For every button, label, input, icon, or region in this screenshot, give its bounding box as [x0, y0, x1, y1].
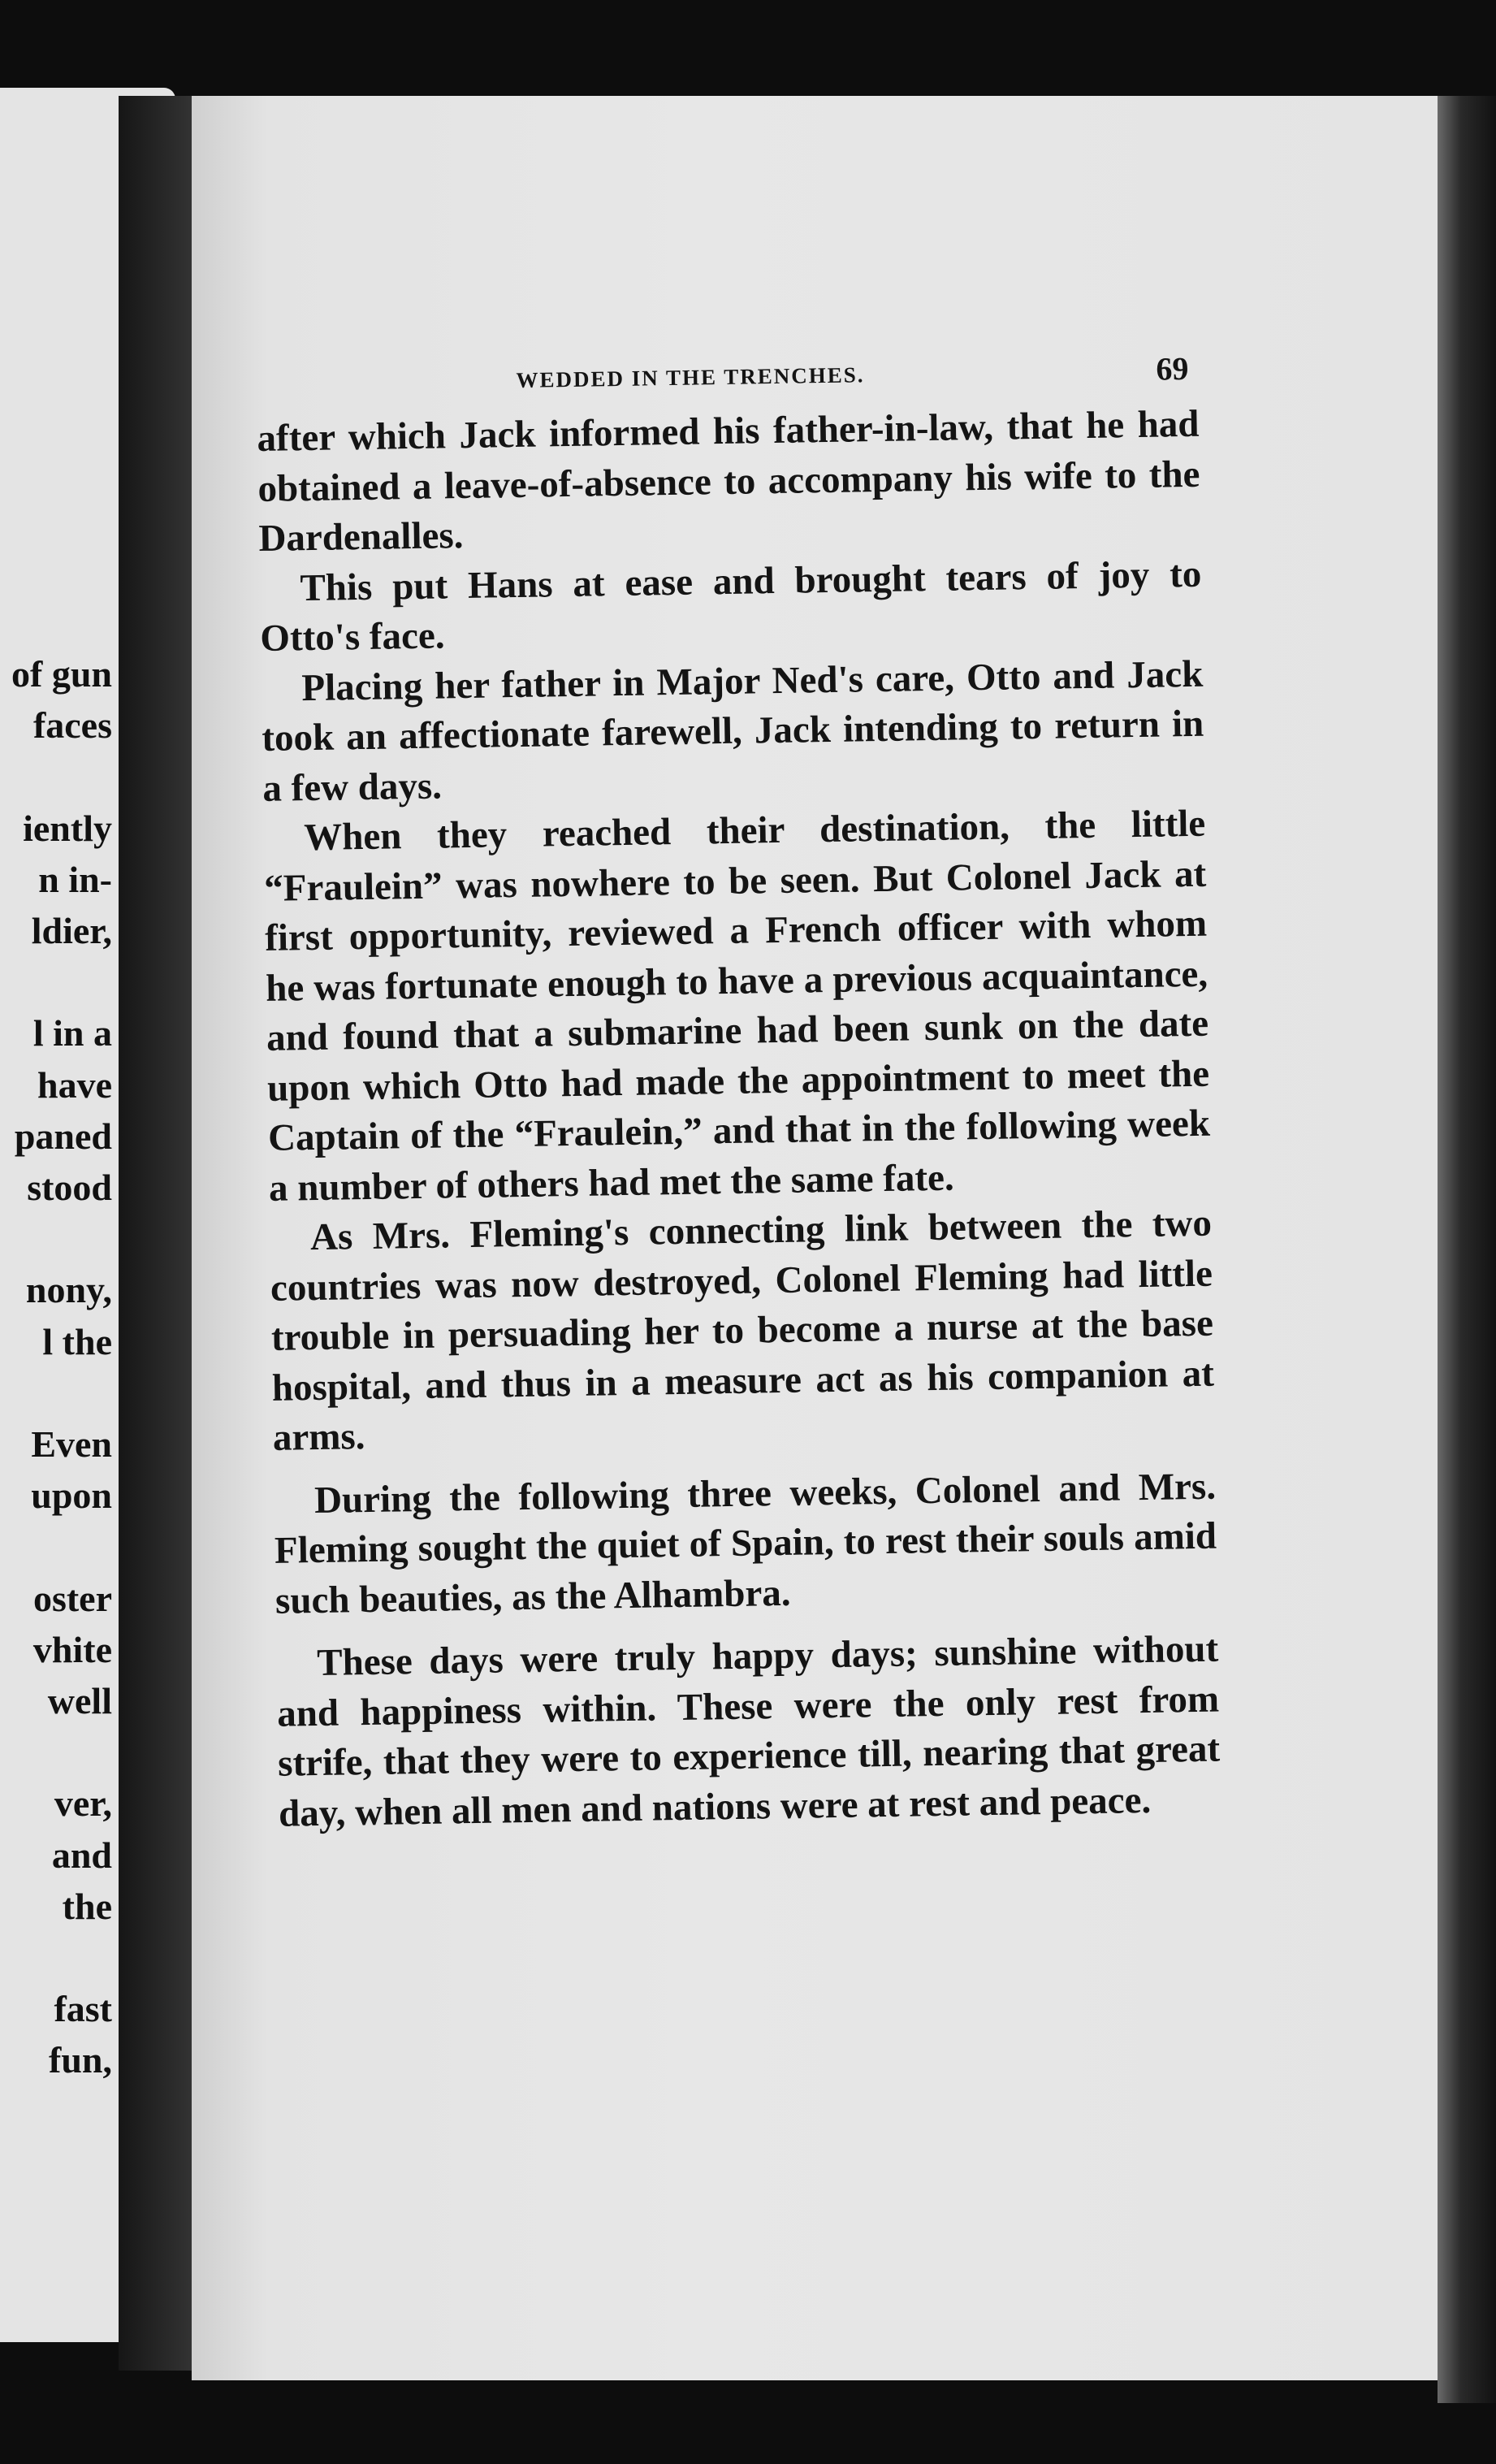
- left-line-gap: [11, 751, 112, 802]
- left-fragment: l the: [42, 1320, 112, 1362]
- left-line-gap: [11, 1213, 112, 1264]
- left-fragment: paned: [14, 1115, 112, 1157]
- running-title: WEDDED IN THE TRENCHES.: [516, 362, 865, 392]
- paragraph: As Mrs. Fleming's connecting link between the two countries was now destroyed, Colonel Fleming had little trouble in persuading her to become a nurse at the base hospital, and thus in a measure act as his companion at arms.: [270, 1202, 1215, 1459]
- page-number: 69: [1156, 349, 1189, 388]
- paragraph: During the following three weeks, Colonel and Mrs. Fleming sought the quiet of Spain, to rest their souls amid such beauties, as the Alhambra.: [274, 1465, 1217, 1622]
- left-fragment: the: [62, 1885, 112, 1927]
- left-page-text-fragments: [11, 648, 112, 2086]
- page-content: [256, 343, 1221, 1839]
- left-fragment: have: [37, 1063, 112, 1106]
- paragraph: Placing her father in Major Ned's care, Otto and Jack took an affectionate farewell, Jack intending to return in a few days.: [261, 652, 1204, 810]
- paragraph: These days were truly happy days; sunshine without and happiness within. These were the only rest from strife, that they were to experience till, nearing that great day, when all men and nations were at rest and peace.: [276, 1627, 1221, 1835]
- left-fragment: upon: [31, 1475, 112, 1517]
- left-line-gap: [11, 1521, 112, 1572]
- left-fragment: Even: [31, 1423, 112, 1465]
- left-fragment: l in a: [32, 1012, 112, 1054]
- left-fragment: stood: [27, 1167, 112, 1208]
- left-fragment: ldier,: [31, 910, 112, 951]
- left-line-gap: [11, 1932, 112, 1983]
- left-fragment: of gun: [11, 653, 112, 695]
- left-fragment: vhite: [32, 1628, 112, 1670]
- left-line-gap: [11, 1367, 112, 1418]
- left-fragment: iently: [23, 807, 112, 849]
- left-fragment: fun,: [49, 2039, 112, 2081]
- left-fragment: oster: [32, 1577, 112, 1619]
- paragraph: after which Jack informed his father-in-law, that he had obtained a leave-of-absence to accompany his wife to the Dardenalles.: [257, 402, 1200, 560]
- left-fragment: fast: [54, 1988, 112, 2030]
- left-line-gap: [11, 956, 112, 1007]
- left-fragment: well: [47, 1679, 112, 1721]
- right-page-edge: [1438, 96, 1496, 2403]
- body-text: [257, 400, 1221, 1839]
- left-fragment: nony,: [25, 1269, 112, 1311]
- paragraph: When they reached their destination, the little “Fraulein” was nowhere to be seen. But Colonel Jack at first opportunity, reviewed a French officer with whom he was fortunate enough to have a previous acquaintance, and found that a submarine had been sunk on the date upon which Otto had made the appointment to meet the Captain of the “Fraulein,” and that in the following week a number of others had met the same fate.: [263, 802, 1211, 1210]
- left-fragment: and: [51, 1834, 112, 1876]
- left-line-gap: [11, 1726, 112, 1778]
- paragraph: This put Hans at ease and brought tears of joy to Otto's face.: [260, 552, 1202, 660]
- left-fragment: n in-: [38, 858, 112, 900]
- left-fragment: ver,: [54, 1782, 112, 1825]
- left-fragment: faces: [32, 704, 112, 747]
